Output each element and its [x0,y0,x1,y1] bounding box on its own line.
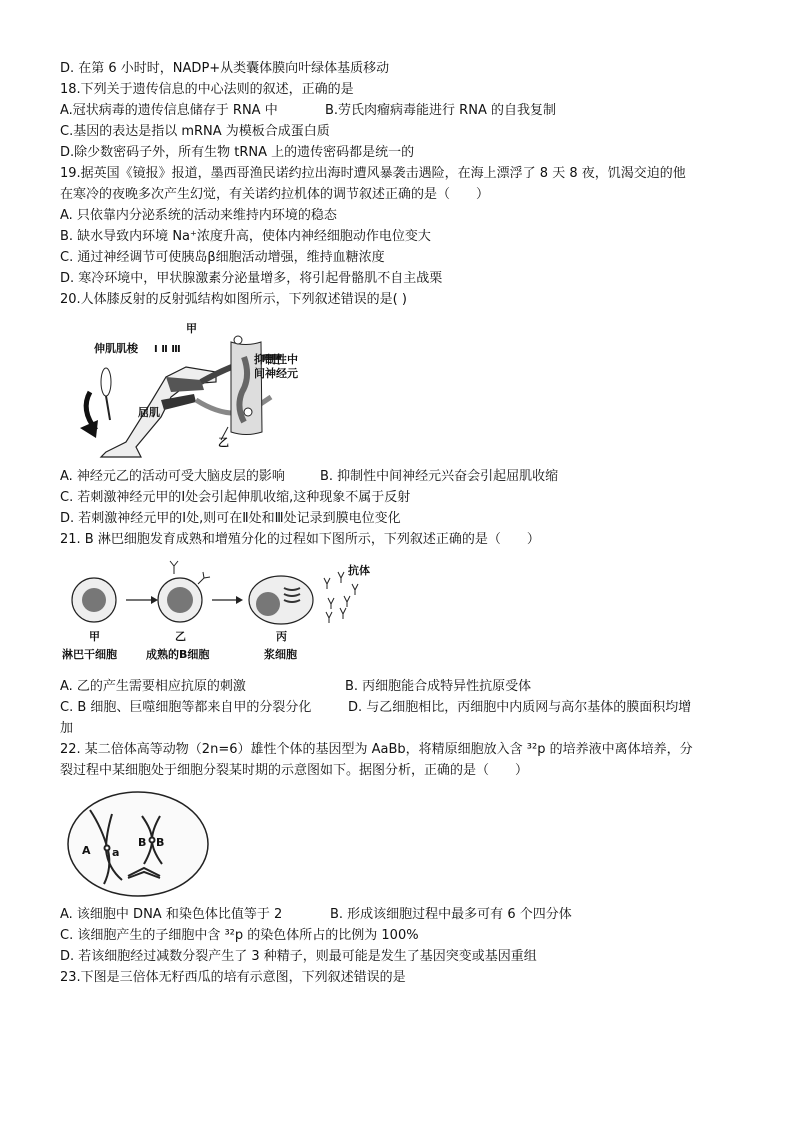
b-cell-figure [56,560,386,665]
q18-option-b: B.劳氏肉瘤病毒能进行 RNA 的自我复制 [325,103,556,118]
neuron-jia-icon [234,336,242,344]
nucleus-jia [82,588,106,612]
label-extensor: 伸肌肌梭 [94,342,138,355]
q19-stem-2: 在寒冷的夜晚多次产生幻觉，有关诺约拉机体的调节叙述正确的是（ ） [60,187,490,202]
label-roman-numerals: Ⅰ Ⅱ Ⅲ [154,344,181,355]
q21-stem: 21. B 淋巴细胞发育成熟和增殖分化的过程如下图所示，下列叙述正确的是（ ） [60,532,540,547]
q19-option-c: C. 通过神经调节可使胰岛β细胞活动增强，维持血糖浓度 [60,250,385,265]
q19-option-b: B. 缺水导致内环境 Na⁺浓度升高，使体内神经细胞动作电位变大 [60,229,431,244]
knee-reflex-figure [66,322,366,462]
receptor-icon-1 [170,561,178,574]
nucleus-yi [167,587,193,613]
q21-option-d-cont: 加 [60,721,74,736]
q20-stem: 20.人体膝反射的反射弧结构如图所示，下列叙述错误的是( ) [60,292,407,307]
q22-option-a: A. 该细胞中 DNA 和染色体比值等于 2 [60,907,283,922]
q17-option-d: D. 在第 6 小时时，NADP+从类囊体膜向叶绿体基质移动 [60,61,390,76]
label-cell-jia-desc: 淋巴干细胞 [62,648,117,661]
q18-option-c: C.基因的表达是指以 mRNA 为模板合成蛋白质 [60,124,330,139]
label-flexor: 屈肌 [138,406,160,419]
q22-option-b: B. 形成该细胞过程中最多可有 6 个四分体 [330,907,572,922]
neuron-yi-icon [244,408,252,416]
nucleus-bing [256,592,280,616]
q21-option-c: C. B 细胞、巨噬细胞等都来自甲的分裂分化 [60,700,312,715]
q21-option-b: B. 丙细胞能合成特异性抗原受体 [345,679,532,694]
q19-stem-1: 19.据英国《镜报》报道，墨西哥渔民诺约拉出海时遭风暴袭击遇险，在海上漂浮了 8 天 8 夜，饥渴交迫的他 [60,166,686,181]
label-inhib-2: 间神经元 [254,367,298,380]
label-cell-bing-desc: 浆细胞 [264,648,297,661]
arrow-2-head [236,596,243,604]
gene-b-right: B [156,836,165,849]
label-inhib-1: 抑制性中 [254,353,298,366]
q20-option-b: B. 抑制性中间神经元兴奋会引起屈肌收缩 [320,469,559,484]
q23-stem: 23.下图是三倍体无籽西瓜的培有示意图，下列叙述错误的是 [60,970,406,985]
cell-division-figure [60,788,210,898]
reflex-hammer-icon [101,368,111,396]
arrow-1-head [151,596,158,604]
q18-option-d: D.除少数密码子外，所有生物 tRNA 上的遗传密码都是统一的 [60,145,415,160]
q19-option-a: A. 只依靠内分泌系统的活动来维持内环境的稳态 [60,208,337,223]
antibody-icons [324,572,358,623]
hammer-handle [106,396,110,420]
q22-stem-2: 裂过程中某细胞处于细胞分裂某时期的示意图如下。据图分析，正确的是（ ） [60,763,529,778]
gene-b-left: B [138,836,147,849]
q20-option-d: D. 若刺激神经元甲的Ⅰ处,则可在Ⅱ处和Ⅲ处记录到膜电位变化 [60,511,401,526]
q21-option-d: D. 与乙细胞相比，丙细胞中内质网与高尔基体的膜面积均增 [348,700,692,715]
q18-stem: 18.下列关于遗传信息的中心法则的叙述，正确的是 [60,82,354,97]
label-yi: 乙 [218,436,229,449]
label-cell-jia: 甲 [89,630,100,643]
gene-a-lower: a [112,846,120,859]
receptor-icon-2 [198,572,210,584]
q20-option-a: A. 神经元乙的活动可受大脑皮层的影响 [60,469,285,484]
q21-option-a: A. 乙的产生需要相应抗原的刺激 [60,679,246,694]
label-cell-yi: 乙 [175,630,186,643]
q20-option-c: C. 若刺激神经元甲的Ⅰ处会引起伸肌收缩,这种现象不属于反射 [60,490,411,505]
q18-option-a: A.冠状病毒的遗传信息储存于 RNA 中 [60,103,278,118]
label-cell-bing: 丙 [276,630,287,643]
q22-option-c: C. 该细胞产生的子细胞中含 ³²p 的染色体所占的比例为 100% [60,928,419,943]
q22-option-d: D. 若该细胞经过减数分裂产生了 3 种精子，则最可能是发生了基因突变或基因重组 [60,949,537,964]
gene-a-upper: A [82,844,91,857]
label-antibody: 抗体 [348,564,370,577]
label-cell-yi-desc: 成熟的B细胞 [146,648,210,661]
q22-stem-1: 22. 某二倍体高等动物（2n=6）雄性个体的基因型为 AaBb，将精原细胞放入含 ³²p 的培养液中离体培养，分 [60,742,693,757]
q19-option-d: D. 寒冷环境中，甲状腺激素分泌量增多，将引起骨骼肌不自主战栗 [60,271,443,286]
label-jia: 甲 [186,322,197,335]
